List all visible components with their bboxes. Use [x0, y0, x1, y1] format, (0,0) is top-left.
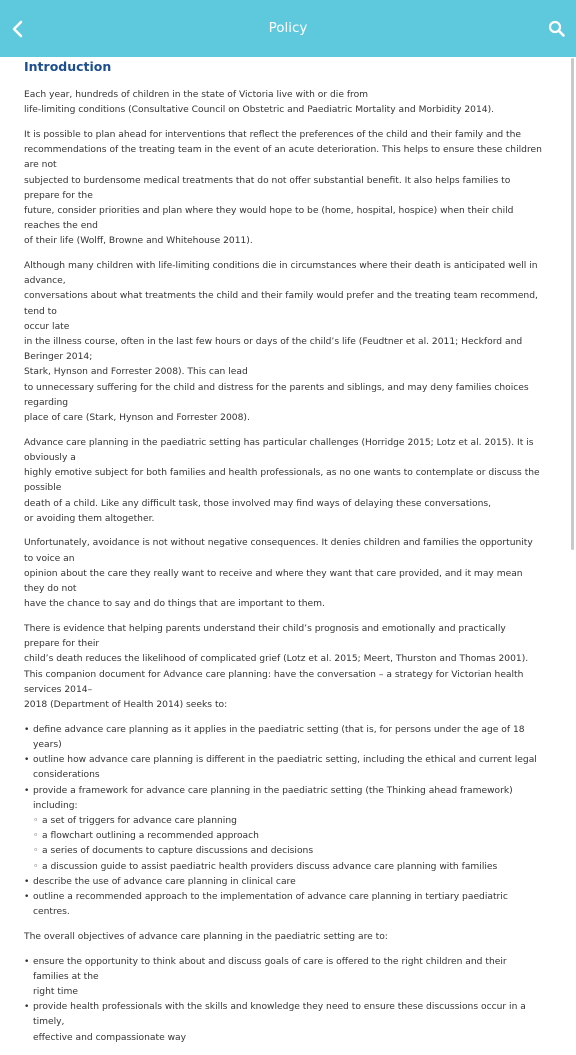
text-line: outline how advance care planning is different in the paediatric setting, including the ethical and current legal: [33, 755, 537, 766]
list-item: • outline a recommended approach to the implementation of advance care planning in tertiary paediatric centres.: [33, 890, 544, 920]
paragraph: [24, 128, 544, 250]
list-item: [33, 753, 544, 783]
sub-list: [33, 814, 544, 875]
text-line: to unnecessary suffering for the child and distress for the parents and siblings, and may deny families choices regarding: [24, 382, 529, 408]
text-line: place of care (Stark, Hynson and Forrester 2008).: [24, 413, 250, 424]
text-line: There is evidence that helping parents understand their child’s prognosis and emotionally and practically prepare for their: [24, 624, 506, 650]
list-item: • describe the use of advance care planning in clinical care: [33, 875, 544, 890]
text-line: define advance care planning as it applies in the paediatric setting (that is, for persons under the age of 18 years): [33, 724, 525, 750]
text-line: Stark, Hynson and Forrester 2008). This can lead: [24, 367, 248, 378]
text-line: life-limiting conditions (Consultative Council on Obstetric and Paediatric Mortality and Morbidity 2014).: [24, 105, 495, 116]
paragraph: [24, 436, 544, 527]
paragraph: [24, 622, 544, 713]
list-item: [33, 723, 544, 753]
sub-list-item: ◦ a series of documents to capture discussions and decisions: [42, 844, 544, 859]
text-line: opinion about the care they really want to receive and where they want that care provided, and it may mean they do not: [24, 568, 523, 595]
body-paragraphs: [24, 88, 544, 713]
objectives-list: [24, 955, 544, 1046]
scrollbar[interactable]: [571, 58, 574, 550]
paragraph: [24, 259, 544, 426]
sub-list-item: ◦ a set of triggers for advance care planning: [42, 814, 544, 829]
text-line: effective and compassionate way: [33, 1032, 187, 1043]
text-line: Advance care planning in the paediatric setting has particular challenges (Horridge 2015; Lotz et al. 2015). It is obviously a: [24, 437, 534, 463]
text-line: This companion document for Advance care planning: have the conversation – a strategy for Victorian health services 2014–: [24, 669, 524, 695]
text-line: in the illness course, often in the last few hours or days of the child’s life (Feudtner et al. 2011; Heckford and Beringer 2014;: [24, 337, 523, 363]
list-item: [33, 784, 544, 875]
list-item: [33, 955, 544, 1001]
text-line: future, consider priorities and plan where they would hope to be (home, hospital, hospice) when their child reaches the end: [24, 205, 514, 232]
text-line: of their life (Wolff, Browne and Whitehouse 2011).: [24, 236, 253, 247]
section-heading: Introduction: [24, 59, 112, 74]
text-line: right time: [33, 986, 78, 997]
paragraph: [24, 88, 544, 118]
search-icon[interactable]: [548, 20, 566, 38]
sub-list-item: ◦ a discussion guide to assist paediatric health providers discuss advance care planning with families: [42, 860, 544, 875]
text-line: occur late: [24, 321, 70, 332]
text-line: considerations: [33, 770, 100, 781]
objectives-intro: The overall objectives of advance care planning in the paediatric setting are to:: [24, 931, 388, 942]
text-line: highly emotive subject for both families and health professionals, as no one wants to contemplate or discuss the possible: [24, 468, 540, 494]
text-line: or avoiding them altogether.: [24, 513, 155, 524]
text-line: conversations about what treatments the child and their family would prefer and the treating team recommend, tend to: [24, 291, 538, 317]
text-line: 2018 (Department of Health 2014) seeks to:: [24, 700, 228, 711]
sub-list-item: ◦ a flowchart outlining a recommended approach: [42, 829, 544, 844]
text-line: have the chance to say and do things that are important to them.: [24, 599, 325, 610]
text-line: provide health professionals with the skills and knowledge they need to ensure these discussions occur in a timely,: [33, 1002, 526, 1028]
text-line: subjected to burdensome medical treatments that do not offer substantial benefit. It also helps families to prepare for the: [24, 175, 511, 201]
list-item: [33, 1000, 544, 1046]
paragraph: [24, 536, 544, 612]
text-line: It is possible to plan ahead for interventions that reflect the preferences of the child and their family and the: [24, 129, 522, 140]
page-title: Policy: [268, 20, 308, 36]
text-line: ensure the opportunity to think about and discuss goals of care is offered to the right children and their families at the: [33, 956, 507, 982]
text-line: Each year, hundreds of children in the state of Victoria live with or die from: [24, 90, 369, 100]
seeks-to-list: [24, 723, 544, 921]
text-line: death of a child. Like any difficult task, those involved may find ways of delaying these conversations,: [24, 498, 492, 509]
text-line: provide a framework for advance care planning in the paediatric setting (the Thinking ahead framework) including:: [33, 785, 513, 811]
text-line: recommendations of the treating team in the event of an acute deterioration. This helps to ensure these children are not: [24, 145, 542, 171]
text-line: Although many children with life-limiting conditions die in circumstances where their death is anticipated well in advance,: [24, 261, 538, 287]
app-header: [0, 0, 576, 57]
text-line: Unfortunately, avoidance is not without negative consequences. It denies children and families the opportunity to voice an: [24, 538, 533, 564]
text-line: child’s death reduces the likelihood of complicated grief (Lotz et al. 2015; Meert, Thurston and Thomas 2001).: [24, 654, 529, 665]
policy-content: [24, 57, 544, 1055]
